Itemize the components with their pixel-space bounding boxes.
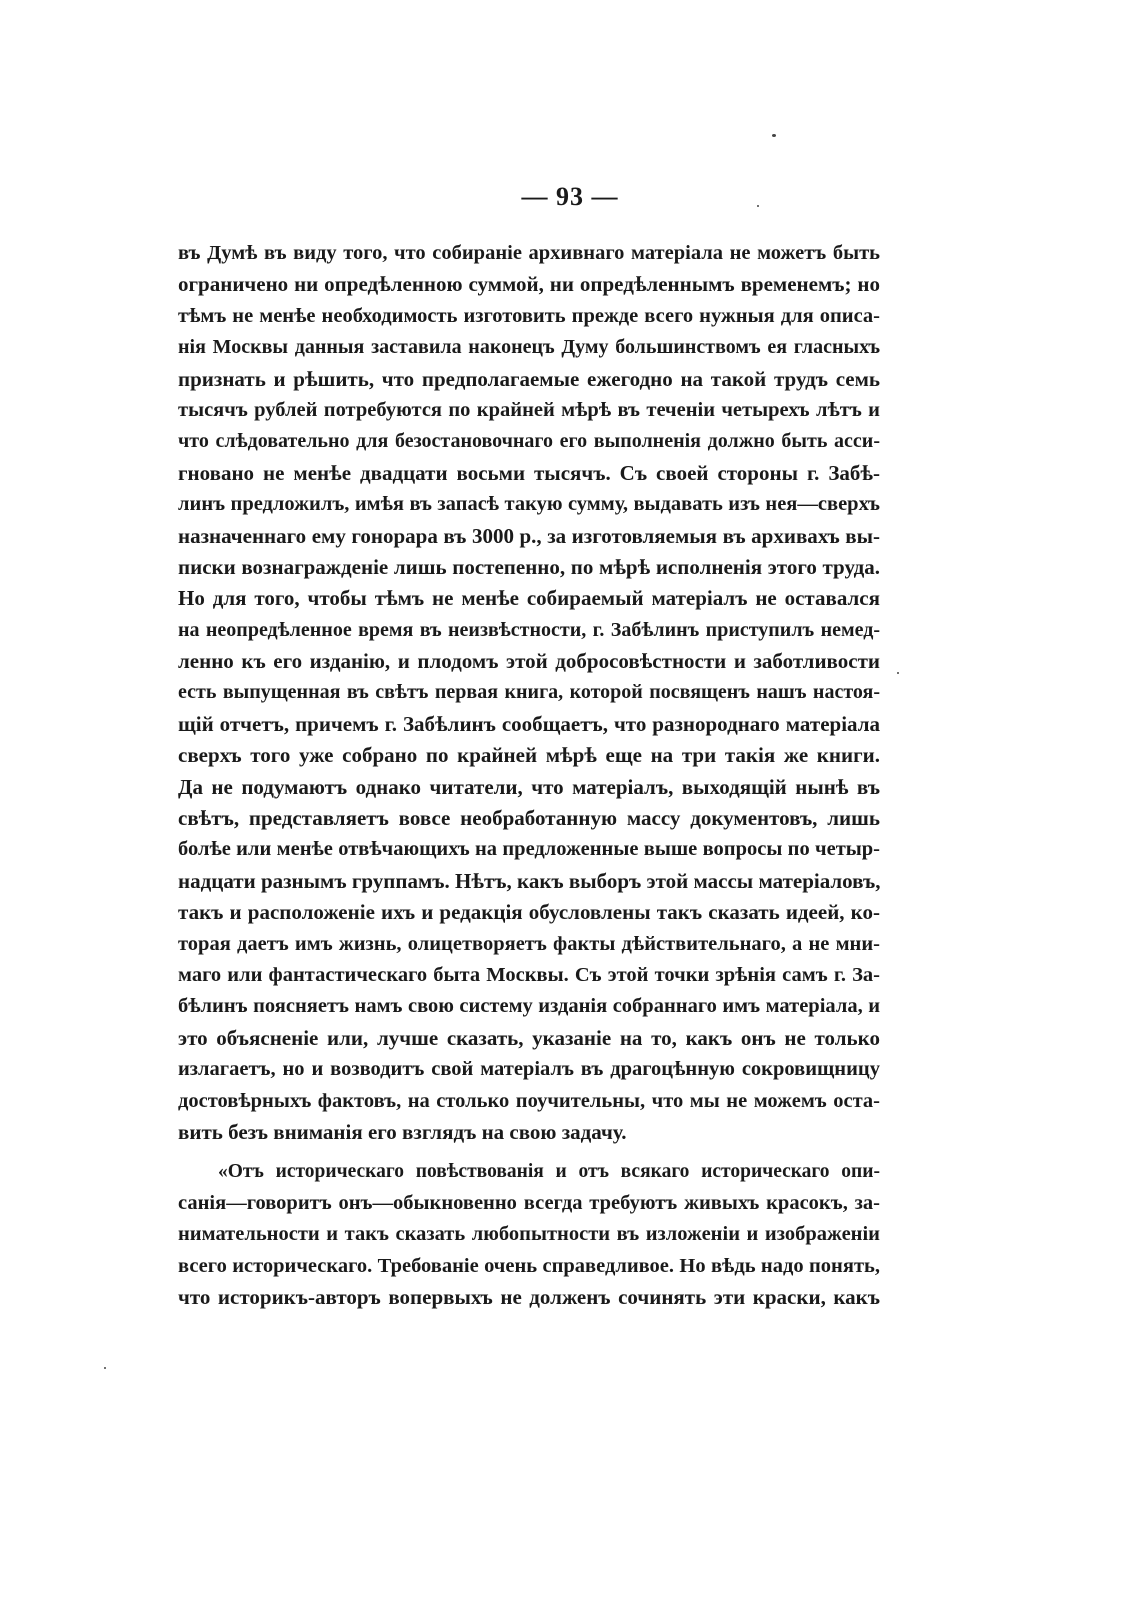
scan-speck [772,134,776,137]
paragraph-1 [178,238,880,1148]
text-line: «Отъ историческаго повѣствованія и отъ всякаго историческаго опи- [218,1161,880,1183]
text-line: сверхъ того уже собрано по крайней мѣрѣ еще на три такія же книги. [178,743,880,768]
text-line: щій отчетъ, причемъ г. Забѣлинъ сообщаетъ, что разнороднаго матеріала [178,711,880,736]
text-line: вить безъ вниманія его взглядъ на свою задачу. [178,1119,627,1144]
paragraph-gap [178,1148,880,1156]
text-line: въ Думѣ въ виду того, что собираніе архивнаго матеріала не можетъ быть [178,242,880,264]
text-line: всего историческаго. Требованіе очень справедливое. Но вѣдь надо понять, [178,1254,880,1277]
text-line: назначеннаго ему гонорара въ 3000 р., за изготовляемыя въ архивахъ вы- [178,523,880,548]
text-line: свѣтъ, представляетъ вовсе необработанную массу документовъ, лишь [178,806,880,831]
text-line: излагаетъ, но и возводитъ свой матеріалъ въ драгоцѣнную сокровищницу [178,1058,880,1081]
text-line: надцати разнымъ группамъ. Нѣтъ, какъ выборъ этой массы матеріаловъ, [178,868,881,893]
text-line: что слѣдовательно для безостановочнаго его выполненія должно быть асси- [178,430,880,453]
text-line: санія—говоритъ онъ—обыкновенно всегда требуютъ живыхъ красокъ, за- [178,1191,880,1214]
text-line: такъ и расположеніе ихъ и редакція обусловлены такъ сказать идеей, ко- [178,900,880,925]
text-line: тѣмъ не менѣе необходимость изготовить прежде всего нужныя для описа- [178,304,880,327]
paragraph-2 [178,1156,880,1313]
scan-speck [897,672,899,674]
text-line: линъ предложилъ, имѣя въ запасѣ такую сумму, выдавать изъ нея—сверхъ [178,493,880,516]
text-line: достовѣрныхъ фактовъ, на столько поучительны, что мы не можемъ оста- [178,1089,880,1112]
text-line: на неопредѣленное время въ неизвѣстности, г. Забѣлинъ приступилъ немед- [178,618,880,641]
text-line: нія Москвы данныя заставила наконецъ Думу большинствомъ ея гласныхъ [178,336,880,359]
text-line: ленно къ его изданію, и плодомъ этой добросовѣстности и заботливости [178,649,880,674]
text-line: это объясненіе или, лучше сказать, указаніе на то, какъ онъ не только [178,1025,880,1050]
text-line: болѣе или менѣе отвѣчающихъ на предложенные выше вопросы по четыр- [178,838,880,861]
text-line: Но для того, чтобы тѣмъ не менѣе собираемый матеріалъ не оставался [178,586,880,611]
text-line: что историкъ-авторъ вопервыхъ не долженъ сочинять эти краски, какъ [178,1284,880,1309]
scan-speck [104,1367,106,1369]
text-line: писки вознагражденіе лишь постепенно, по мѣрѣ исполненія этого труда. [178,554,880,579]
text-line: маго или фантастическаго быта Москвы. Съ этой точки зрѣнія самъ г. За- [178,963,880,986]
text-line: есть выпущенная въ свѣтъ первая книга, которой посвященъ нашъ настоя- [178,681,880,704]
text-line: ограничено ни опредѣленною суммой, ни опредѣленнымъ временемъ; но [178,272,880,297]
text-line: тысячъ рублей потребуются по крайней мѣрѣ въ теченіи четырехъ лѣтъ и [178,398,880,421]
text-line: признать и рѣшить, что предполагаемые ежегодно на такой трудъ семь [178,366,880,391]
text-line: нимательности и такъ сказать любопытности въ изложеніи и изображеніи [178,1223,880,1246]
text-line: гновано не менѣе двадцати восьми тысячъ. Съ своей стороны г. Забѣ- [178,460,880,485]
scan-speck [757,205,759,207]
body-text [178,238,880,1313]
text-line: бѣлинъ поясняетъ намъ свою систему изданія собраннаго имъ матеріала, и [178,995,880,1018]
text-line: Да не подумаютъ однако читатели, что матеріалъ, выходящій нынѣ въ [178,774,880,799]
text-line: торая даетъ имъ жизнь, олицетворяетъ факты дѣйствительнаго, а не мни- [178,932,880,955]
page-number: — 93 — [521,182,619,211]
